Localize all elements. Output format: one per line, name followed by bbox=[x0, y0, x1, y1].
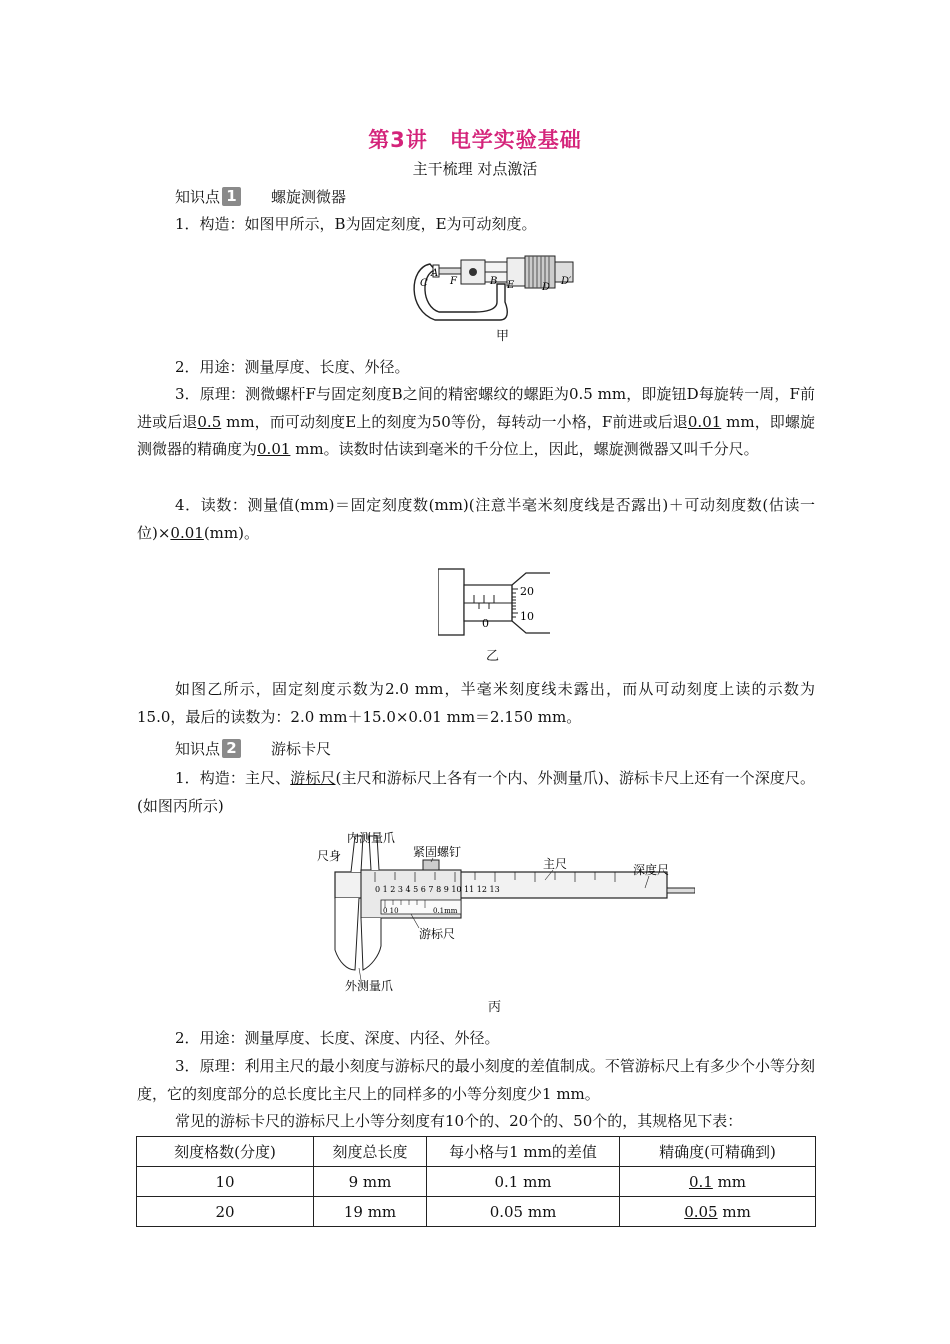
underlined-answer: 0.01 bbox=[257, 440, 291, 458]
paragraph-principle-caliper: 3．原理：利用主尺的最小刻度与游标尺的最小刻度的差值制成。不管游标尺上有多少个小等分刻度，它的刻度部分的总长度比主尺上的同样多的小等分刻度少1 mm。 bbox=[137, 1057, 815, 1103]
label-D: D bbox=[542, 282, 551, 293]
label-vernier: 游标尺 bbox=[419, 927, 456, 941]
figure-caption-jia: 甲 bbox=[496, 329, 510, 344]
label-main-scale: 主尺 bbox=[543, 857, 568, 871]
kp-prefix: 知识点 bbox=[175, 188, 221, 206]
underlined-answer: 0.01 bbox=[170, 523, 204, 542]
table-cell: 10 bbox=[137, 1167, 314, 1197]
paragraph-principle-micrometer: 3．原理：测微螺杆F与固定刻度B之间的精密螺纹的螺距为0.5 mm，即旋钮D每旋转一周，F前进或后退0.5 mm，而可动刻度E上的刻度为50等份，每转动一小格，F前进或后退0.01 mm，即螺旋测微器的精确度为0.01 mm。读数时估读到毫米的千分位上，因此，螺旋测微器又叫千分尺。 bbox=[137, 385, 815, 458]
paragraph-reading-example: 如图乙所示，固定刻度示数为2.0 mm，半毫米刻度线未露出，而从可动刻度上读的示数为15.0，最后的读数为：2.0 mm＋15.0×0.01 mm＝2.150 mm。 bbox=[137, 680, 815, 726]
caliper-spec-table bbox=[136, 1136, 816, 1227]
table-header-cell: 刻度总长度 bbox=[314, 1137, 427, 1167]
label-F: F bbox=[450, 276, 457, 287]
table-row bbox=[137, 1167, 816, 1197]
kp-number-badge: 2 bbox=[222, 739, 241, 758]
lecture-topic: 电学实验基础 bbox=[449, 128, 582, 152]
paragraph-use-caliper: 2．用途：测量厚度、长度、深度、内径、外径。 bbox=[175, 1029, 500, 1047]
table-cell: 19 mm bbox=[314, 1197, 427, 1227]
micrometer-figure bbox=[405, 250, 590, 328]
micrometer-reading-figure bbox=[438, 565, 550, 639]
label-depth-bar: 深度尺 bbox=[633, 863, 670, 877]
figure-caption-bing: 丙 bbox=[488, 1000, 502, 1015]
vernier-caliper-figure bbox=[315, 830, 695, 998]
vernier-unit: 0.1mm bbox=[433, 907, 458, 915]
underlined-answer: 0.1 bbox=[688, 1172, 713, 1191]
table-cell: 9 mm bbox=[314, 1167, 427, 1197]
underlined-term: 游标尺 bbox=[290, 769, 336, 787]
kp-prefix: 知识点 bbox=[175, 740, 221, 758]
scale-20: 20 bbox=[520, 585, 534, 598]
paragraph-structure-caliper: 1．构造：主尺、游标尺(主尺和游标尺上各有一个内、外测量爪)、游标卡尺上还有一个深度尺。(如图丙所示) bbox=[137, 769, 815, 815]
label-B: B bbox=[490, 276, 498, 287]
table-row bbox=[137, 1197, 816, 1227]
table-cell: 0.1 mm bbox=[427, 1167, 620, 1197]
table-header-cell: 每小格与1 mm的差值 bbox=[427, 1137, 620, 1167]
section-subtitle: 主干梳理 对点激活 bbox=[412, 160, 538, 178]
knowledge-point-1 bbox=[175, 186, 346, 207]
kp-number-badge: 1 bbox=[222, 187, 241, 206]
label-E: E bbox=[507, 280, 515, 291]
scale-10: 10 bbox=[520, 610, 534, 623]
paragraph-use-micrometer: 2．用途：测量厚度、长度、外径。 bbox=[175, 358, 410, 376]
table-cell: 20 bbox=[137, 1197, 314, 1227]
label-inner-jaw: 内测量爪 bbox=[347, 831, 396, 845]
label-D-prime: D′ bbox=[561, 276, 572, 287]
label-A: A bbox=[431, 268, 439, 279]
main-scale-numbers: 0 1 2 3 4 5 6 7 8 9 10 11 12 13 bbox=[375, 885, 500, 894]
lecture-number: 第3讲 bbox=[368, 128, 428, 152]
lecture-title bbox=[0, 124, 950, 154]
scale-0: 0 bbox=[482, 617, 489, 630]
vernier-scale-numbers: 0 10 bbox=[383, 907, 399, 915]
table-cell: 0.05 mm bbox=[427, 1197, 620, 1227]
paragraph-reading-micrometer: 4．读数：测量值(mm)＝固定刻度数(mm)(注意半毫米刻度线是否露出)＋可动刻度数(估读一位)×0.01(mm)。 bbox=[137, 496, 815, 542]
paragraph-common-specs: 常见的游标卡尺的游标尺上小等分刻度有10个的、20个的、50个的，其规格见下表： bbox=[175, 1112, 743, 1130]
label-screw: 紧固螺钉 bbox=[413, 845, 462, 859]
kp-name: 游标卡尺 bbox=[271, 740, 332, 758]
kp-name: 螺旋测微器 bbox=[271, 188, 347, 206]
table-header-row bbox=[137, 1137, 816, 1167]
knowledge-point-2 bbox=[175, 738, 331, 759]
label-body: 尺身 bbox=[317, 849, 342, 863]
label-C: C bbox=[420, 278, 428, 289]
table-cell: 0.1 mm bbox=[620, 1167, 816, 1197]
table-header-cell: 刻度格数(分度) bbox=[137, 1137, 314, 1167]
label-outer-jaw: 外测量爪 bbox=[345, 979, 394, 993]
paragraph-structure-micrometer: 1．构造：如图甲所示，B为固定刻度，E为可动刻度。 bbox=[175, 215, 537, 233]
table-header-cell: 精确度(可精确到) bbox=[620, 1137, 816, 1167]
table-cell: 0.05 mm bbox=[620, 1197, 816, 1227]
underlined-answer: 0.01 bbox=[687, 412, 722, 431]
underlined-answer: 0.05 bbox=[684, 1202, 718, 1221]
figure-caption-yi: 乙 bbox=[486, 649, 500, 664]
underlined-answer: 0.5 bbox=[197, 412, 222, 431]
